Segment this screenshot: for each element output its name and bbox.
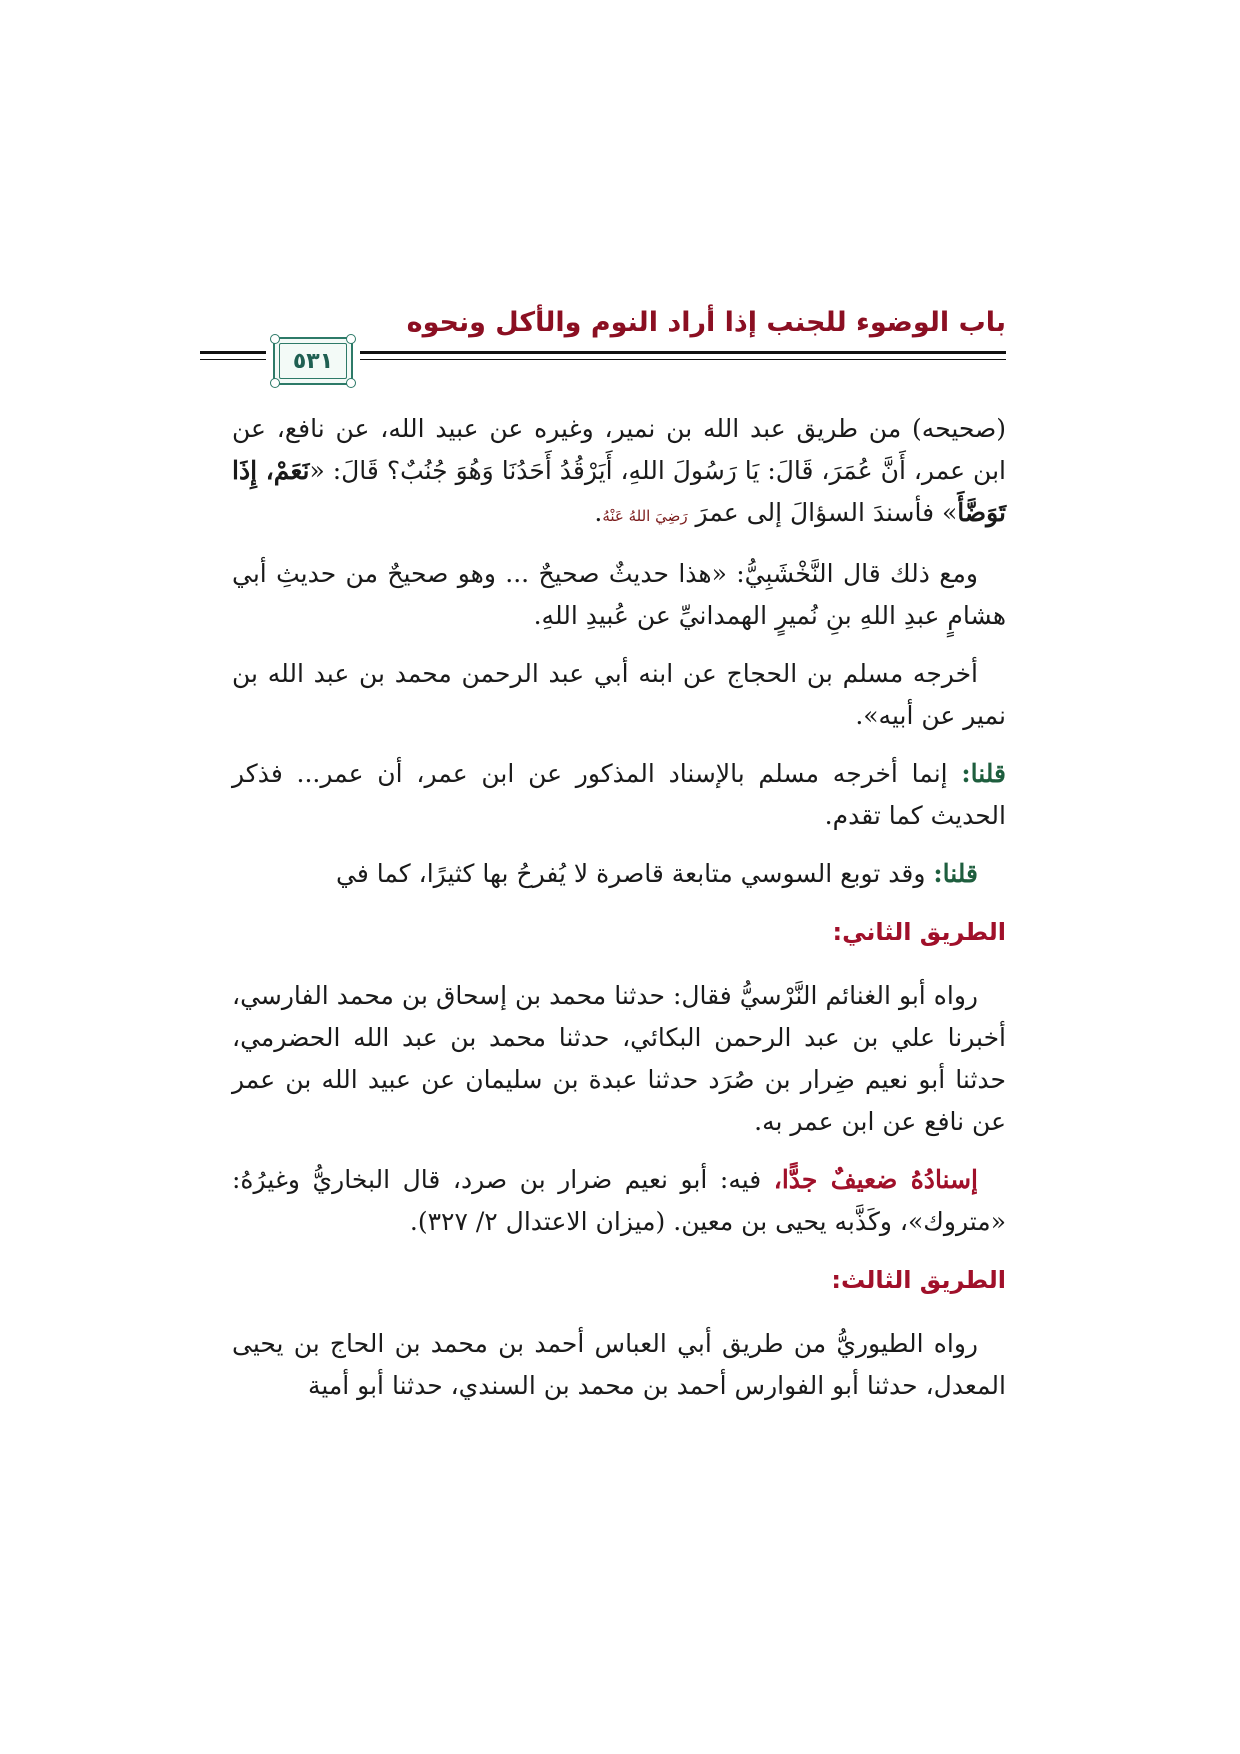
paragraph-5 (232, 853, 1006, 895)
p1-text-a: (صحيحه) من طريق عبد الله بن نمير، وغيره عن عبيد الله، عن نافع، عن ابن عمر، أَنَّ عُمَرَ، قَالَ: يَا رَسُولَ اللهِ، أَيَرْقُدُ أَحَدُنَا وَهُوَ جُنُبٌ؟ قَالَ: « (232, 414, 1006, 485)
heading-third-path: الطريق الثالث: (831, 1266, 1006, 1294)
header-rule-left-thin (200, 359, 266, 360)
header-rule-right (360, 351, 1006, 354)
p1-text-d: . (594, 498, 603, 527)
paragraph-1 (232, 408, 1006, 537)
header-rule-right-thin (360, 359, 1006, 360)
page-header (200, 305, 1006, 385)
qulna-label: قلنا: (961, 759, 1006, 788)
paragraph-7 (232, 1159, 1006, 1243)
body-text (232, 408, 1006, 1423)
p1-hadith-answer: نَعَمْ، إِذَا تَوَضَّأَ (232, 456, 1006, 527)
qulna-label-2: قلنا: (933, 859, 978, 888)
p7-text: فيه: أبو نعيم ضرار بن صرد، قال البخاريُّ وغيرُهُ: «متروك»، وكَذَّبه يحيى بن معين. (ميزان الاعتدال ٢/ ٣٢٧). (232, 1165, 1006, 1236)
running-title: باب الوضوء للجنب إذا أراد النوم والأكل ونحوه (406, 307, 1006, 338)
paragraph-6: رواه أبو الغنائم النَّرْسيُّ فقال: حدثنا محمد بن إسحاق بن محمد الفارسي، أخبرنا علي بن عبد الرحمن البكائي، حدثنا محمد بن عبد الله الحضرمي، حدثنا أبو نعيم ضِرار بن صُرَد حدثنا عبدة بن سليمان عن عبيد الله بن عمر عن نافع عن ابن عمر به. (232, 981, 1006, 1136)
paragraph-3: أخرجه مسلم بن الحجاج عن ابنه أبي عبد الرحمن محمد بن عبد الله بن نمير عن أبيه». (232, 659, 1006, 730)
p5-text: وقد توبع السوسي متابعة قاصرة لا يُفرحُ بها كثيرًا، كما في (335, 859, 934, 888)
page-number: ٥٣١ (292, 348, 334, 374)
paragraph-2: ومع ذلك قال النَّخْشَبِيُّ: «هذا حديثٌ صحيحٌ ... وهو صحيحٌ من حديثِ أبي هشامٍ عبدِ اللهِ بنِ نُميرٍ الهمدانيِّ عن عُبيدِ اللهِ. (232, 559, 1006, 630)
honorific-glyph: رَضِيَ اللهُ عَنْهُ (602, 507, 688, 525)
isnad-weak-label: إسنادُهُ ضعيفٌ جدًّا، (773, 1165, 978, 1194)
p4-text: إنما أخرجه مسلم بالإسناد المذكور عن ابن عمر، أن عمر... فذكر الحديث كما تقدم. (232, 759, 1006, 830)
heading-second-path: الطريق الثاني: (832, 918, 1006, 946)
paragraph-8: رواه الطيوريُّ من طريق أبي العباس أحمد بن محمد بن الحاج بن يحيى المعدل، حدثنا أبو الفوارس أحمد بن محمد بن السندي، حدثنا أبو أمية (232, 1329, 1006, 1400)
p1-text-c: » فأسندَ السؤالَ إلى عمرَ (687, 498, 958, 527)
paragraph-4 (232, 753, 1006, 837)
page-number-frame (273, 337, 353, 385)
header-rule-left (200, 351, 266, 354)
